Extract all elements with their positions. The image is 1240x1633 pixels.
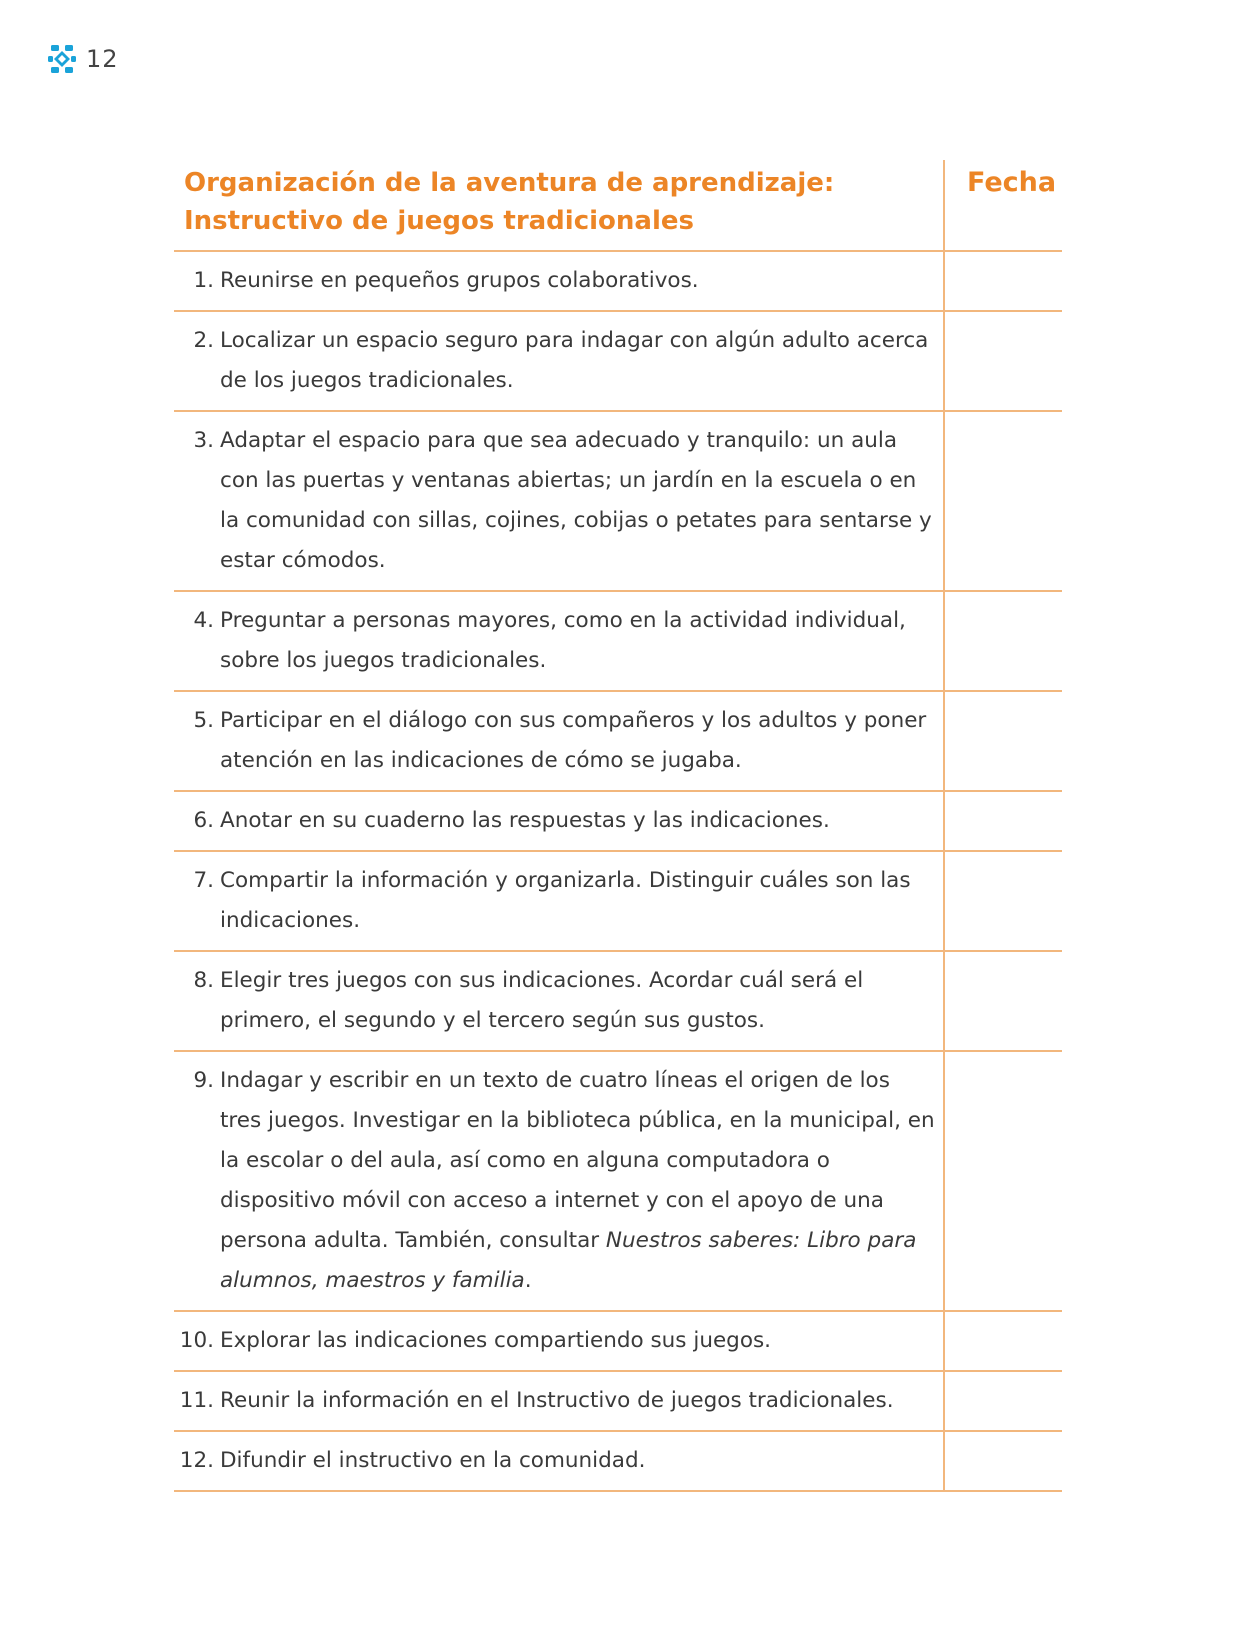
date-column-header: Fecha (944, 160, 1062, 251)
step-number: 4. (193, 608, 214, 633)
step-text: Elegir tres juegos con sus indicaciones. Acordar cuál será el primero, el segundo y el tercero según sus gustos. (220, 968, 864, 1033)
table-header-row (174, 160, 1062, 251)
table-row (174, 591, 1062, 691)
date-cell[interactable] (944, 591, 1062, 691)
step-text-end: . (524, 1268, 532, 1293)
date-cell[interactable] (944, 311, 1062, 411)
learning-plan-table (174, 160, 1062, 1492)
date-cell[interactable] (944, 1051, 1062, 1311)
date-cell[interactable] (944, 251, 1062, 311)
table-title-line-1: Organización de la aventura de aprendizaje: (184, 168, 835, 198)
step-number: 9. (193, 1068, 214, 1093)
step-text: Anotar en su cuaderno las respuestas y las indicaciones. (220, 808, 830, 833)
step-text: Reunir la información en el Instructivo de juegos tradicionales. (220, 1388, 894, 1413)
step-text: Participar en el diálogo con sus compañeros y los adultos y poner atención en las indicaciones de cómo se jugaba. (220, 708, 927, 773)
step-text: Difundir el instructivo en la comunidad. (220, 1448, 646, 1473)
table-row (174, 1051, 1062, 1311)
step-number: 8. (193, 968, 214, 993)
step-text: Compartir la información y organizarla. Distinguir cuáles son las indicaciones. (220, 868, 911, 933)
date-cell[interactable] (944, 791, 1062, 851)
step-text: Preguntar a personas mayores, como en la actividad individual, sobre los juegos tradicionales. (220, 608, 906, 673)
step-text: Explorar las indicaciones compartiendo sus juegos. (220, 1328, 772, 1353)
step-text: Reunirse en pequeños grupos colaborativos. (220, 268, 699, 293)
step-number: 5. (193, 708, 214, 733)
step-text: Localizar un espacio seguro para indagar con algún adulto acerca de los juegos tradicionales. (220, 328, 929, 393)
step-number: 7. (193, 868, 214, 893)
table-title (174, 160, 944, 251)
table-row (174, 851, 1062, 951)
date-cell[interactable] (944, 951, 1062, 1051)
table-row (174, 251, 1062, 311)
step-number: 1. (193, 268, 214, 293)
page-number: 12 (86, 45, 119, 73)
table-row (174, 1431, 1062, 1491)
table-row (174, 1371, 1062, 1431)
table-title-line-2: Instructivo de juegos tradicionales (184, 206, 694, 236)
learning-plan-table-wrapper (174, 160, 1062, 1492)
table-row (174, 791, 1062, 851)
table-row (174, 311, 1062, 411)
date-cell[interactable] (944, 691, 1062, 791)
step-text (220, 1061, 935, 1301)
table-row (174, 951, 1062, 1051)
book-title-italic: Nuestros saberes: Libro para alumnos, maestros y familia (220, 1228, 917, 1293)
step-number: 11. (179, 1388, 214, 1413)
date-cell[interactable] (944, 411, 1062, 591)
table-row (174, 1311, 1062, 1371)
page-header (48, 44, 119, 74)
date-cell[interactable] (944, 1431, 1062, 1491)
step-number: 3. (193, 428, 214, 453)
knot-pattern-logo-icon (48, 44, 76, 74)
date-cell[interactable] (944, 1371, 1062, 1431)
date-cell[interactable] (944, 851, 1062, 951)
step-number: 10. (179, 1328, 214, 1353)
step-number: 6. (193, 808, 214, 833)
step-text-main: Indagar y escribir en un texto de cuatro líneas el origen de los tres juegos. Investigar en la biblioteca pública, en la municipal, en la escolar o del aula, así como en alguna computadora o dispositivo móvil con acceso a internet y con el apoyo de una persona adulta. También, consultar (220, 1068, 935, 1253)
table-row (174, 691, 1062, 791)
step-number: 12. (179, 1448, 214, 1473)
step-text: Adaptar el espacio para que sea adecuado y tranquilo: un aula con las puertas y ventanas abiertas; un jardín en la escuela o en la comunidad con sillas, cojines, cobijas o petates para sentarse y estar cómodos. (220, 428, 932, 573)
step-number: 2. (193, 328, 214, 353)
date-cell[interactable] (944, 1311, 1062, 1371)
table-row (174, 411, 1062, 591)
